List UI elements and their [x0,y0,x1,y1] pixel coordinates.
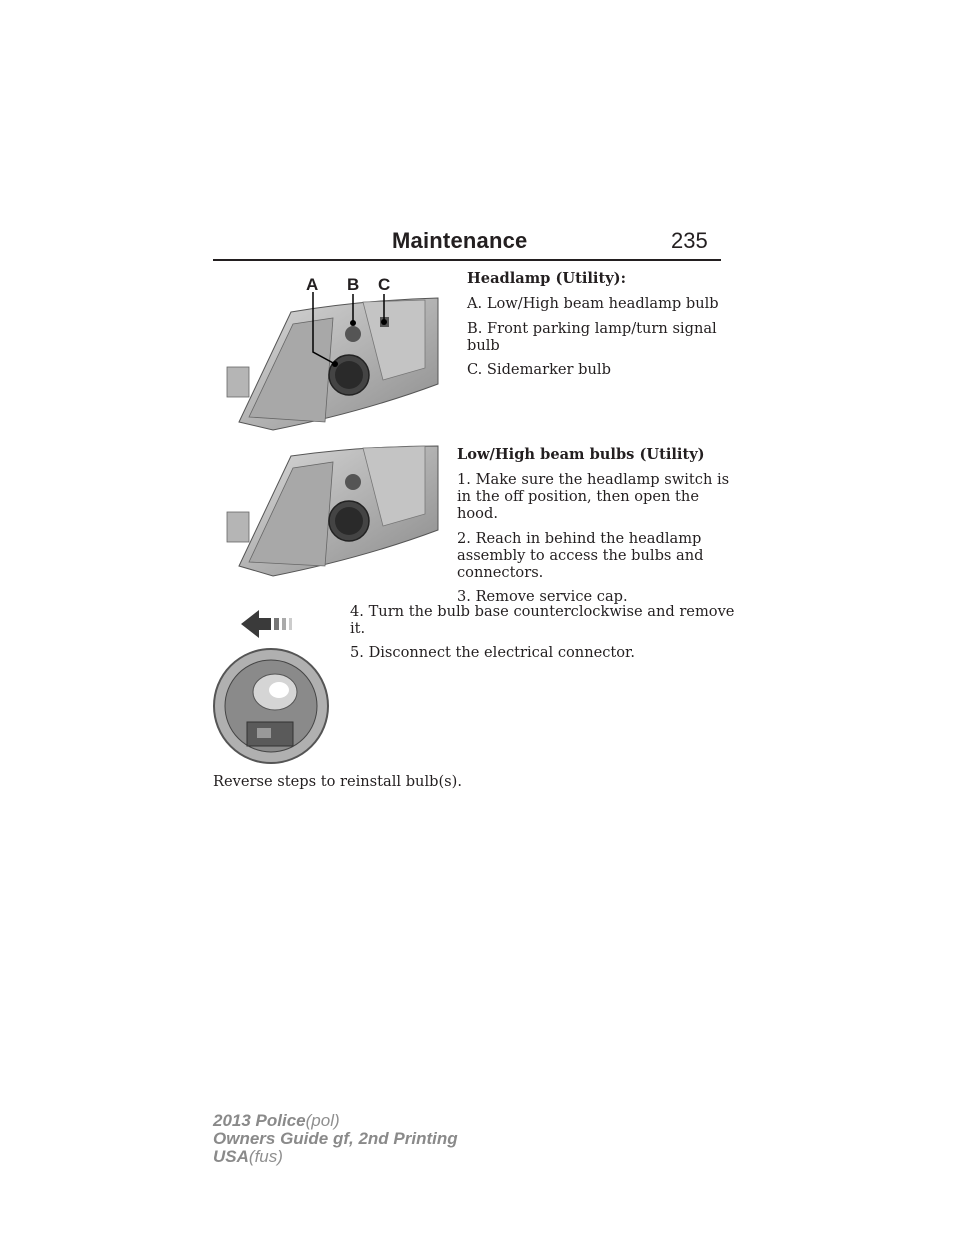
footer-market-code: (fus) [248,1147,283,1166]
rotate-arrow-icon [241,610,292,638]
low-high-beam-heading: Low/High beam bulbs (Utility) [457,446,705,463]
step2-line1: 2. Reach in behind the headlamp [457,530,702,547]
step2-line2: assembly to access the bulbs and [457,547,704,564]
callout-b: B [347,275,360,294]
item-a-text: A. Low/High beam headlamp bulb [467,295,719,312]
closing-instruction: Reverse steps to reinstall bulb(s). [213,773,462,790]
document-footer [213,1112,458,1166]
header-rule [213,259,721,261]
footer-guide: Owners Guide gf, 2nd Printing [213,1129,458,1148]
step4-line1: 4. Turn the bulb base counterclockwise and remove [350,603,735,620]
step3-text: 3. Remove service cap. [457,588,628,605]
step1-line3: hood. [457,505,498,522]
bulb-removal-figure [213,604,333,766]
item-b-text-line2: bulb [467,337,500,354]
item-b-text-line1: B. Front parking lamp/turn signal [467,320,717,337]
step4-line2: it. [350,620,366,637]
footer-model: 2013 Police [213,1111,306,1130]
step1-line2: in the off position, then open the [457,488,699,505]
headlamp-figure [213,444,453,584]
headlamp-callout-figure [213,272,453,442]
step2-line3: connectors. [457,564,544,581]
headlamp-utility-heading: Headlamp (Utility): [467,270,626,287]
step5-text: 5. Disconnect the electrical connector. [350,644,636,661]
page-number: 235 [671,228,708,253]
footer-market: USA [213,1147,249,1166]
callout-a: A [306,275,319,294]
callout-c: C [378,275,391,294]
section-title: Maintenance [392,228,528,253]
step1-line1: 1. Make sure the headlamp switch is [457,471,730,488]
item-c-text: C. Sidemarker bulb [467,361,611,378]
footer-model-code: (pol) [305,1111,340,1130]
